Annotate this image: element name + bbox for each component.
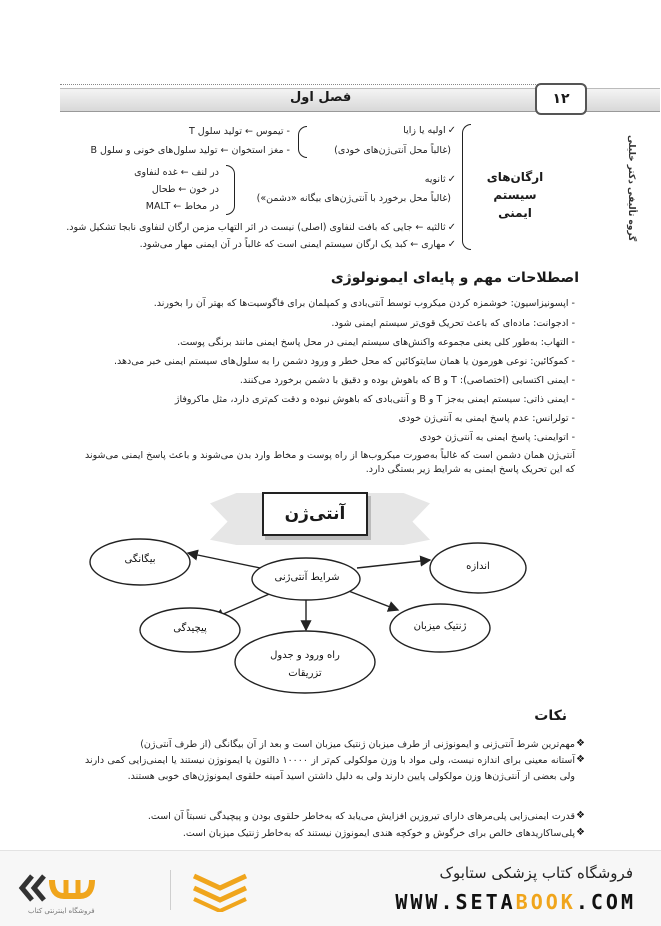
books-icon [190, 868, 250, 912]
check-icon: ✓ [447, 174, 456, 185]
footer-divider [170, 870, 171, 910]
term-item: - التهاب: به‌طور کلی یعنی مجموعه واکنش‌های سیستم ایمنی در محل پاسخ ایمنی مانند برنگی پوست. [177, 337, 575, 348]
note-item: آستانه معینی برای اندازه نیست، ولی مواد با وزن مولکولی کم‌تر از ۱۰۰۰۰ دالتون یا ایمونوژن نیستند یا ایمنی‌زایی کمی دارند ولی بعضی از آنتی‌ژن‌ها وزن مولکولی پایین دارند ولی به دلیل داشتن اسید آمینه حلقوی ایمونوژن‌های خوبی هستند. [85, 755, 575, 782]
diamond-bullet-icon: ❖ [576, 810, 585, 821]
route-label: راه ورود و جدول تزریقات [270, 650, 340, 679]
term-item: - ایمنی اکتسابی (اختصاصی): T و B که باهوش بوده و دقیق با دشمن برخورد می‌کنند. [239, 375, 575, 386]
note-item: قدرت ایمنی‌زایی پلی‌مرهای دارای تیروزین افزایش می‌یابد که به‌خاطر حلقوی بودن و پیچیدگی نسبتاً آن است. [147, 811, 575, 822]
terms-title: اصطلاحات مهم و پایه‌ای ایمونولوژی [330, 270, 579, 286]
organ-tertiary: ✓ثالثیه ← جایی که بافت لنفاوی (اصلی) نیست در اثر التهاب مزمن ارگان لنفاوی نابجا تشکیل شود. [66, 222, 456, 233]
term-item: - تولرانس: عدم پاسخ ایمنی به آنتی‌ژن خودی [398, 413, 575, 424]
organ-primary: ✓اولیه یا زایا [403, 125, 456, 136]
term-item: - اپسونیزاسیون: خوشمزه کردن میکروب توسط آنتی‌بادی و کمپلمان برای فاگوسیت‌ها که بهتر آن را بخورند. [153, 298, 575, 309]
note-item: مهم‌ترین شرط آنتی‌ژنی و ایمونوژنی از طرف میزبان ژنتیک میزبان است و بعد از آن بیگانگی (از طرف آنتی‌ژن) [140, 739, 575, 750]
side-title: گروه تألیفی دکتر خلیلی [626, 135, 636, 242]
antigen-banner: آنتی‌ژن [262, 492, 368, 536]
organ-suppress: ✓مهاری ← کبد یک ارگان سیستم ایمنی است که غالباً در آن ایمنی مهار می‌شود. [139, 239, 456, 250]
term-item: - ایمنی ذاتی: سیستم ایمنی به‌جز T و B و آنتی‌بادی که باهوش نبوده و دقت کم‌تری دارد، مثل ماکروفاژ [174, 394, 575, 405]
diamond-bullet-icon: ❖ [576, 754, 585, 765]
secondary-item-3: در مخاط ← MALT [145, 201, 219, 212]
antigen-paragraph: آنتی‌ژن همان دشمن است که غالباً به‌صورت میکروب‌ها از راه پوست و مخاط وارد بدن می‌شوند و باعث پاسخ ایمنی می‌شوند که این تحریک پاسخ ایمنی به شرایط زیر بستگی دارد. [85, 450, 575, 475]
organs-label-line2: سیستم ایمنی [493, 188, 537, 220]
diamond-bullet-icon: ❖ [576, 827, 585, 838]
center-label: شرایط آنتی‌ژنی [274, 572, 340, 583]
check-icon: ✓ [447, 125, 456, 136]
arrow-to-size [357, 560, 430, 568]
term-item: - کموکائین: نوعی هورمون یا همان سایتوکائین که محل خطر و ورود دشمن را به سلول‌های سیستم ایمنی خبر می‌دهد. [114, 356, 575, 367]
check-icon: ✓ [447, 239, 456, 250]
notes-title: نکات [534, 708, 567, 724]
store-name: فروشگاه کتاب پزشکی ستابوک [439, 864, 633, 882]
secondary-item-2: در خون ← طحال [151, 184, 219, 195]
page-number: ۱۲ [535, 83, 587, 115]
complexity-label: پیچیدگی [173, 623, 207, 634]
organ-secondary: ✓ثانویه [424, 174, 456, 185]
primary-item-1: - تیموس ← تولید سلول T [188, 126, 290, 137]
note-item: پلی‌ساکاریدهای خالص برای خرگوش و خوکچه هندی ایمونوژن نیستند که به‌خاطر ژنتیک میزبان است. [182, 828, 575, 839]
setabook-logo-icon [18, 866, 100, 910]
foreignness-label: بیگانگی [124, 554, 156, 565]
arrow-to-host-genetics [346, 590, 398, 610]
diamond-bullet-icon: ❖ [576, 738, 585, 749]
secondary-item-1: در لنف ← غده لنفاوی [134, 167, 219, 178]
term-item: - ادجوانت: ماده‌ای که باعث تحریک قوی‌تر سیستم ایمنی شود. [331, 318, 575, 329]
chapter-title: فصل اول [290, 90, 352, 105]
host-genetics-label: ژنتیک میزبان [413, 621, 467, 632]
check-icon: ✓ [447, 222, 456, 233]
store-url[interactable]: WWW.SETABOOK.COM [395, 890, 636, 914]
term-item: - اتوایمنی: پاسخ ایمنی به آنتی‌ژن خودی [419, 432, 575, 443]
primary-item-2: - مغز استخوان ← تولید سلول‌های خونی و سلول B [90, 145, 290, 156]
organ-secondary-sub: (غالباً محل برخورد با آنتی‌ژن‌های بیگانه «دشمن») [256, 193, 451, 204]
organ-primary-sub: (غالباً محل آنتی‌ژن‌های خودی) [334, 145, 451, 156]
arrow-to-foreignness [188, 553, 265, 569]
logo-subtitle: فروشگاه اینترنتی کتاب [28, 907, 95, 915]
organs-label-line1: ارگان‌های [486, 170, 544, 184]
size-label: اندازه [466, 561, 490, 572]
